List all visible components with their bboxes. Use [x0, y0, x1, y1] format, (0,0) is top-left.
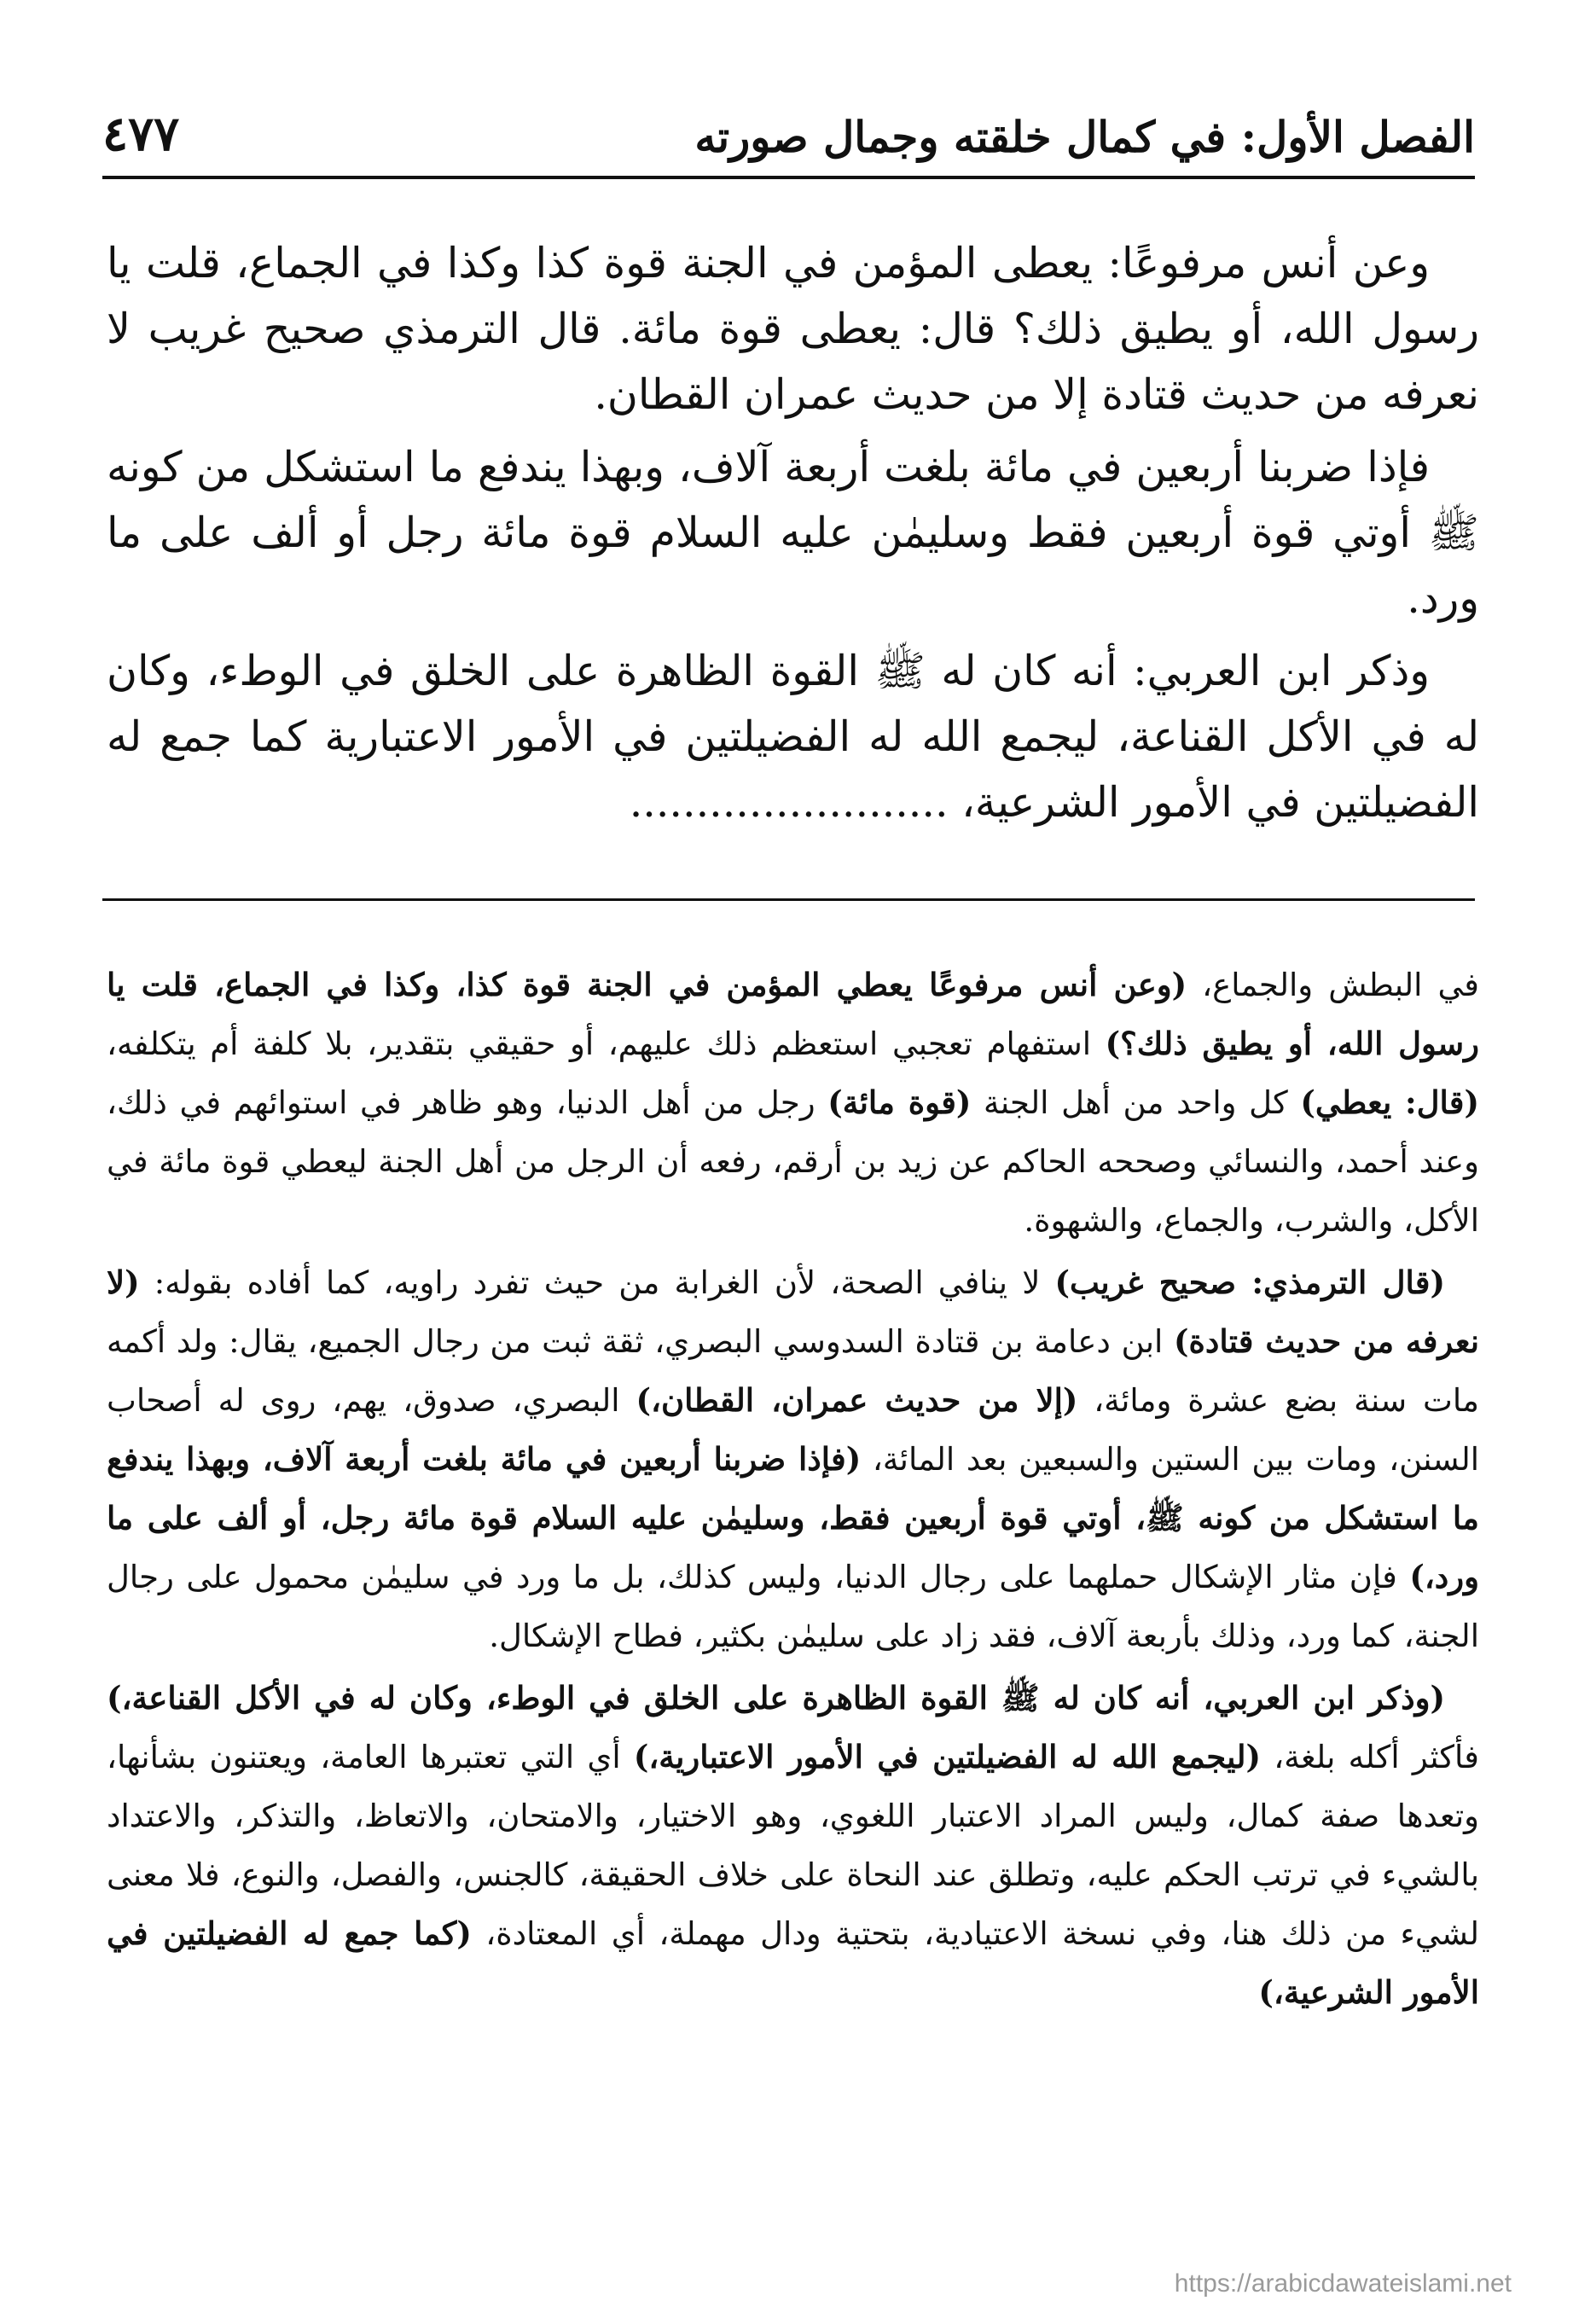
commentary-text-segment: في البطش والجماع،	[1187, 967, 1479, 1003]
commentary-text-segment: استفهام تعجبي استعظم ذلك عليهم، أو حقيقي بتقدير، بلا كلفة أم يتكلفه،	[107, 1025, 1106, 1062]
main-paragraph-3	[107, 638, 1479, 835]
chapter-title: الفصل الأول: في كمال خلقته وجمال صورته	[694, 112, 1475, 162]
commentary-text-segment: أي التي تعتبرها العامة، ويعتنون بشأنها، وتعدها صفة كمال، وليس المراد الاعتبار اللغوي، وهو الاختيار، والامتحان، والاتعاظ، والتذكر، والاعتداد بالشيء في ترتب الحكم عليه، وتطلق عند النحاة على خلاف الحقيقة، كالجنس، والفصل، والنوع، فلا معنى لشيء من ذلك هنا، وفي نسخة الاعتيادية، بتحتية ودال مهملة، أي المعتادة،	[107, 1739, 1479, 1952]
quoted-matn: (وعن أنس مرفوعًا يعطي المؤمن في الجنة قوة كذا، وكذا في الجماع، قلت يا رسول الله، أو يطيق ذلك؟)	[107, 966, 1479, 1062]
ellipsis-dots: ........................	[629, 778, 949, 827]
quoted-matn: (وذكر ابن العربي، أنه كان له ﷺ القوة الظاهرة على الخلق في الوطء، وكان له في الأكل القناعة،)	[107, 1679, 1445, 1717]
quoted-matn: (لا نعرفه من حديث قتادة)	[107, 1264, 1479, 1360]
quoted-matn: (قوة مائة)	[827, 1084, 972, 1121]
commentary-paragraph-2	[107, 1253, 1479, 1665]
watermark-url: https://arabicdawateislami.net	[1174, 2269, 1512, 2298]
quoted-matn: (قال الترمذي: صحيح غريب)	[1054, 1264, 1445, 1301]
commentary-text	[107, 956, 1479, 2025]
footnote-divider	[102, 898, 1475, 901]
main-paragraph-1: وعن أنس مرفوعًا: يعطى المؤمن في الجنة قوة كذا وكذا في الجماع، قلت يا رسول الله، أو يطيق ذلك؟ قال: يعطى قوة مائة. قال الترمذي صحيح غريب لا نعرفه من حديث قتادة إلا من حديث عمران القطان.	[107, 239, 1479, 419]
commentary-paragraph-3	[107, 1669, 1479, 2022]
commentary-text-segment: لا ينافي الصحة، لأن الغرابة من حيث تفرد راويه، كما أفاده بقوله:	[139, 1264, 1055, 1301]
quoted-matn: (فإذا ضربنا أربعين في مائة بلغت أربعة آلاف، وبهذا يندفع ما استشكل من كونه ﷺ، أوتي قوة أربعين فقط، وسليمٰن عليه السلام قوة مائة رجل، أو ألف على ما ورد،)	[107, 1440, 1479, 1595]
main-paragraph-3-text: وذكر ابن العربي: أنه كان له ﷺ القوة الظاهرة على الخلق في الوطء، وكان له في الأكل القناعة، ليجمع الله له الفضيلتين في الأمور الاعتبارية كما جمع له الفضيلتين في الأمور الشرعية،	[107, 647, 1479, 827]
quoted-matn: (كما جمع له الفضيلتين في الأمور الشرعية،)	[107, 1914, 1479, 2011]
main-text	[107, 230, 1479, 842]
commentary-text-segment: كل واحد من أهل الجنة	[971, 1084, 1301, 1121]
main-paragraph-2: فإذا ضربنا أربعين في مائة بلغت أربعة آلاف، وبهذا يندفع ما استشكل من كونه ﷺ أوتي قوة أربعين فقط وسليمٰن عليه السلام قوة مائة رجل أو ألف على ما ورد.	[107, 443, 1479, 623]
header-rule	[102, 176, 1475, 179]
commentary-text-segment: فأكثر أكله بلغة،	[1261, 1739, 1479, 1775]
commentary-text-segment: البصري، صدوق، يهم، روى له أصحاب السنن، ومات بين الستين والسبعين بعد المائة،	[107, 1382, 1479, 1478]
commentary-text-segment: ابن دعامة بن قتادة السدوسي البصري، ثقة ثبت من رجال الجميع، يقال: ولد أكمه مات سنة بضع عشرة ومائة،	[107, 1323, 1479, 1419]
running-header	[102, 94, 1475, 162]
quoted-matn: (إلا من حديث عمران، القطان،)	[636, 1381, 1078, 1419]
commentary-text-segment: رجل من أهل الدنيا، وهو ظاهر في استوائهم في ذلك، وعند أحمد، والنسائي وصححه الحاكم عن زيد بن أرقم، رفعه أن الرجل من أهل الجنة ليعطي قوة مائة في الأكل، والشرب، والجماع، والشهوة.	[107, 1084, 1479, 1239]
quoted-matn: (ليجمع الله له الفضيلتين في الأمور الاعتبارية،)	[633, 1738, 1262, 1775]
commentary-paragraph-1	[107, 956, 1479, 1250]
commentary-text-segment: فإن مثار الإشكال حملهما على رجال الدنيا، وليس كذلك، بل ما ورد في سليمٰن محمول على رجال الجنة، كما ورد، وذلك بأربعة آلاف، فقد زاد على سليمٰن بكثير، فطاح الإشكال.	[107, 1559, 1479, 1654]
quoted-matn: (قال: يعطي)	[1300, 1084, 1479, 1121]
page-number: ٤٧٧	[102, 106, 180, 162]
